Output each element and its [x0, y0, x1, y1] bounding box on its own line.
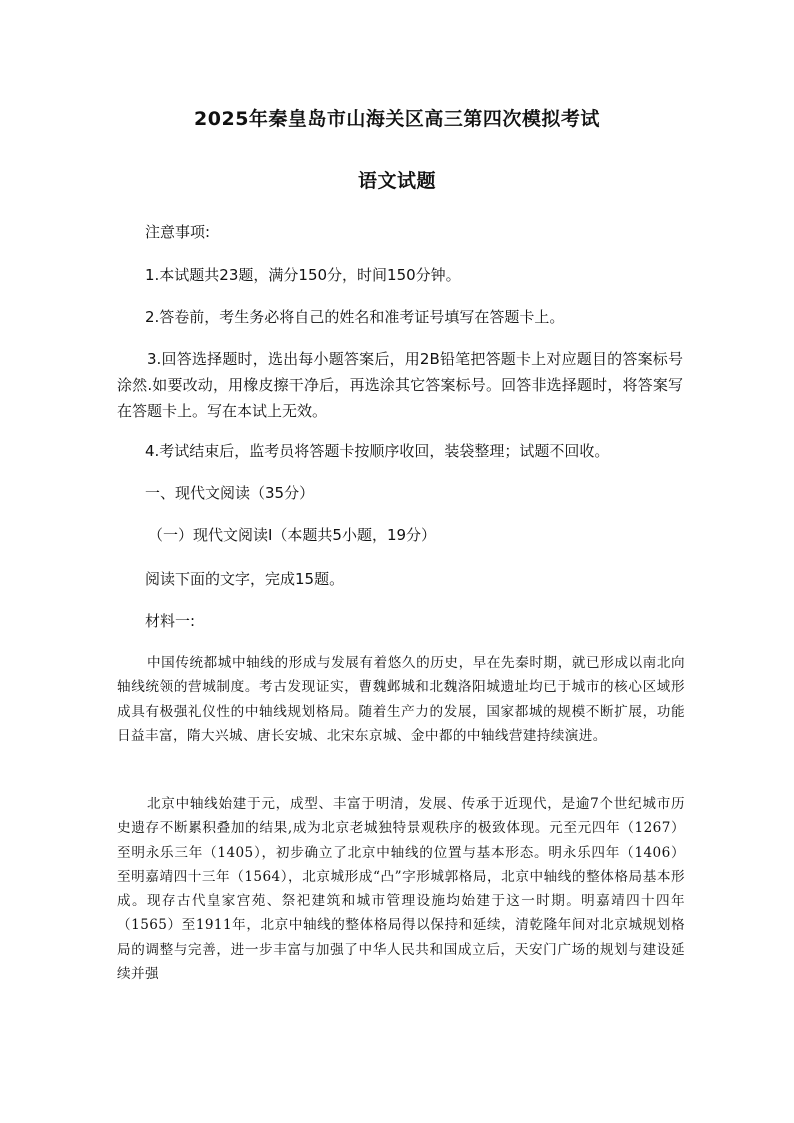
- reading-instruction: 阅读下面的文字，完成15题。: [145, 570, 345, 588]
- exam-title: 2025年秦皇岛市山海关区高三第四次模拟考试: [194, 108, 600, 130]
- exam-subtitle: 语文试题: [357, 170, 436, 192]
- notice-heading: 注意事项:: [145, 223, 211, 241]
- material-label: 材料一:: [145, 612, 196, 630]
- section-subheading: （一）现代文阅读Ⅰ（本题共5小题，19分）: [148, 526, 437, 544]
- passage-paragraph-1: 中国传统都城中轴线的形成与发展有着悠久的历史，早在先秦时期，就已形成以南北向轴线统领的营城制度。考古发现证实，曹魏邺城和北魏洛阳城遗址均已于城市的核心区域形成具有极强礼仪性的中轴线规划格局。随着生产力的发展，国家都城的规模不断扩展，功能日益丰富，隋大兴城、唐长安城、北宋东京城、金中都的中轴线营建持续演进。: [117, 655, 685, 744]
- notice-item-3: 3.回答选择题时，选出每小题答案后，用2B铅笔把答题卡上对应题目的答案标号涂然.如要改动，用橡皮擦干净后，再选涂其它答案标号。回答非选择题时，将答案写在答题卡上。写在本试上无效。: [117, 350, 683, 420]
- notice-item-4: 4.考试结束后，监考员将答题卡按顺序收回，装袋整理；试题不回收。: [145, 442, 610, 460]
- notice-item-1: 1.本试题共23题，满分150分，时间150分钟。: [145, 266, 461, 284]
- notice-item-2: 2.答卷前，考生务必将自己的姓名和准考证号填写在答题卡上。: [145, 308, 565, 326]
- passage-paragraph-2: 北京中轴线始建于元，成型、丰富于明清，发展、传承于近现代，是逾7个世纪城市历史遗存不断累积叠加的结果,成为北京老城独特景观秩序的极致体现。元至元四年（1267）至明永乐三年（1405），初步确立了北京中轴线的位置与基本形态。明永乐四年（1406）至明嘉靖四十三年（1564），北京城形成“凸”字形城郭格局，北京中轴线的整体格局基本形成。现存古代皇家宫苑、祭祀建筑和城市管理设施均始建于这一时期。明嘉靖四十四年（1565）至1911年，北京中轴线的整体格局得以保持和延续，清乾隆年间对北京城规划格局的调整与完善，进一步丰富与加强了中华人民共和国成立后，天安门广场的规划与建设延续并强: [117, 796, 685, 983]
- section-heading: 一、现代文阅读（35分）: [145, 484, 315, 502]
